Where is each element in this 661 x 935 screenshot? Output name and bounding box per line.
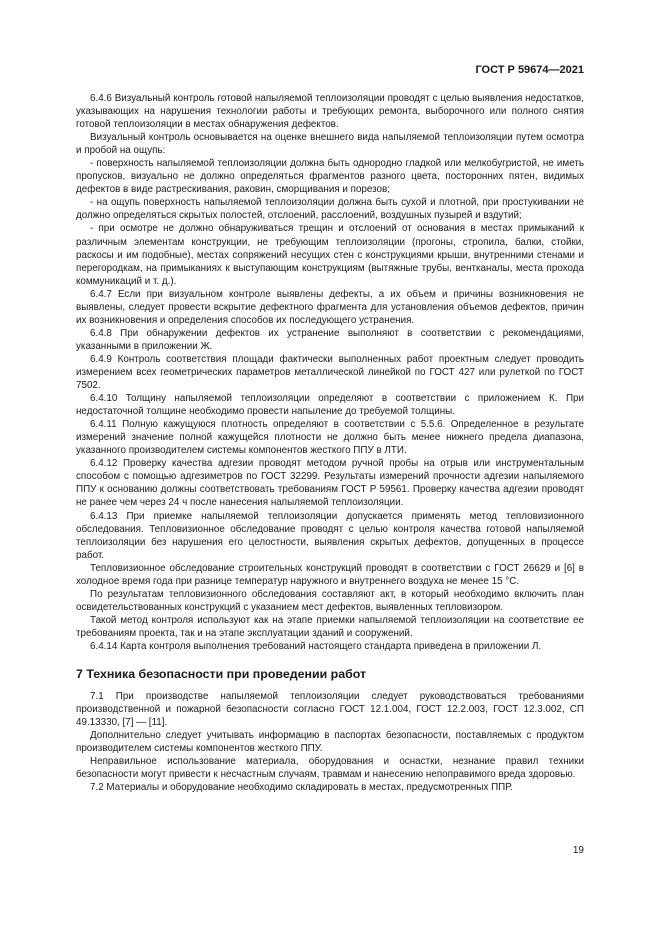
paragraph: Дополнительно следует учитывать информацию в паспортах безопасности, поставляемых с продуктом производителем системы компонентов жесткого ППУ. bbox=[76, 730, 584, 755]
paragraph: 6.4.8 При обнаружении дефектов их устранение выполняют в соответствии с рекомендациями, указанными в приложении Ж. bbox=[76, 327, 584, 352]
paragraph: 6.4.9 Контроль соответствия площади фактически выполненных работ проектным следует проводить измерением всех геометрических параметров металлической линейкой по ГОСТ 427 или рулеткой по ГОСТ 7502. bbox=[76, 353, 584, 392]
paragraph: Такой метод контроля используют как на этапе приемки напыляемой теплоизоляции на соответствие ее требованиям проекта, так и на этапе эксплуатации зданий и сооружений. bbox=[76, 614, 584, 639]
paragraph: 7.2 Материалы и оборудование необходимо складировать в местах, предусмотренных ППР. bbox=[90, 782, 513, 794]
paragraph: 6.4.11 Полную кажущуюся плотность определяют в соответствии с 5.5.6. Определенное в результате измерений значение полной кажущейся плотности не должно быть менее нижнего предела диапазона, указанного производителем системы компонентов жесткого ППУ в ЛТИ. bbox=[76, 419, 584, 457]
paragraph: 6.4.7 Если при визуальном контроле выявлены дефекты, а их объем и причины возникновения не выявлены, следует провести вскрытие дефектного фрагмента для установления объемов дефектов, причин их возникновения и определения способов их последующего устранения. bbox=[76, 288, 584, 326]
page-body bbox=[76, 92, 584, 794]
section-heading: 7 Техника безопасности при проведении работ bbox=[76, 667, 367, 682]
paragraph: 6.4.13 При приемке напыляемой теплоизоляции допускается применять метод тепловизионного обследования. Тепловизионное обследование проводят с целью контроля качества готовой напыляемой теплоизоляции без нарушения его целостности, выявления скрытых дефектов, допущенных в процессе работ. bbox=[76, 510, 584, 561]
list-item: - при осмотре не должно обнаруживаться трещин и отслоений от основания в местах примыканий к различным элементам конструкции, не требующим теплоизоляции (прогоны, стропила, балки, стойки, раскосы и им подобные), местах сопряжений несущих стен с конструкциями крыши, внутренними стенами и перегородкам, на примыканиях к выступающим конструкциям (вытяжные трубы, вентканалы, места прохода коммуникаций и т. д.). bbox=[76, 223, 584, 287]
paragraph: Визуальный контроль основывается на оценке внешнего вида напыляемой теплоизоляции путем осмотра и пробой на ощупь: bbox=[76, 132, 584, 157]
list-item: - поверхность напыляемой теплоизоляции должна быть однородно гладкой или мелкобугристой, не иметь пропусков, визуально не должно определяться фрагментов разного цвета, посторонних пятен, видимых дефектов в виде растрескивания, раковин, сморщивания и порезов; bbox=[76, 158, 584, 196]
paragraph: Тепловизионное обследование строительных конструкций проводят в соответствии с ГОСТ 26629 и [6] в холодное время года при разнице температур наружного и внутреннего воздуха не менее 15 °С. bbox=[76, 562, 584, 587]
page-number: 19 bbox=[572, 845, 584, 856]
paragraph: 6.4.10 Толщину напыляемой теплоизоляции определяют в соответствии с приложением К. При недостаточной толщине необходимо провести напыление до требуемой толщины. bbox=[76, 393, 584, 418]
paragraph: 6.4.14 Карта контроля выполнения требований настоящего стандарта приведена в приложении Л. bbox=[90, 640, 542, 652]
paragraph: 6.4.12 Проверку качества адгезии проводят методом ручной пробы на отрыв или инструментальным способом с помощью адгезиметров по ГОСТ 32299. Результаты измерений прочности адгезии напыляемого ППУ к основанию должны соответствовать требованиям ГОСТ Р 59561. Проверку качества адгезии проводят не ранее чем через 24 ч после нанесения напыляемой теплоизоляции. bbox=[76, 458, 584, 509]
paragraph: 6.4.6 Визуальный контроль готовой напыляемой теплоизоляции проводят с целью выявления недостатков, указывающих на нарушения технологии работы и требующих ремонта, выборочного или полного снятия готовой теплоизоляции в местах обнаружения дефектов. bbox=[76, 93, 584, 131]
document-code: ГОСТ Р 59674—2021 bbox=[475, 64, 584, 76]
paragraph: По результатам тепловизионного обследования составляют акт, в который необходимо включить план освидетельствованных конструкций с указанием мест дефектов, выявленных тепловизором. bbox=[76, 588, 584, 613]
paragraph: 7.1 При производстве напыляемой теплоизоляции следует руководствоваться требованиями производственной и пожарной безопасности согласно ГОСТ 12.1.004, ГОСТ 12.2.003, ГОСТ 12.3.002, СП 49.13330, [7] — [11]. bbox=[76, 691, 584, 729]
paragraph: Неправильное использование материала, оборудования и оснастки, незнание правил техники безопасности могут привести к несчастным случаям, травмам и нанесению непоправимого вреда здоровью. bbox=[76, 756, 584, 781]
list-item: - на ощупь поверхность напыляемой теплоизоляции должна быть сухой и плотной, при простукивании не должно определяться скрытых полостей, отслоений, расслоений, воздушных пузырей и вздутий; bbox=[76, 197, 584, 222]
